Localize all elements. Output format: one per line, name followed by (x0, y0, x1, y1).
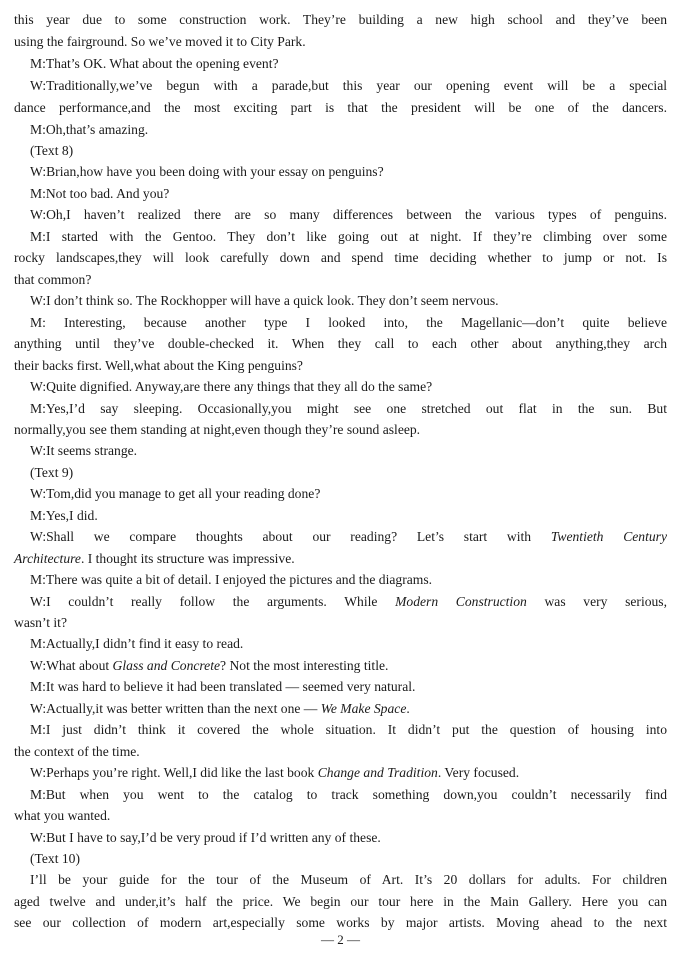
text-line: rocky landscapes,they will look carefully down and spend time deciding whether to jump or not. Is (14, 250, 667, 265)
book-title: Glass and Concrete (112, 658, 221, 673)
book-title: Twentieth Century (550, 529, 667, 544)
text-line: M:But when you went to the catalog to track something down,you couldn’t necessarily find (30, 787, 667, 802)
book-title: Architecture (14, 551, 81, 566)
text-line: M:That’s OK. What about the opening event? (30, 56, 279, 71)
text-line: W:I don’t think so. The Rockhopper will have a quick look. They don’t seem nervous. (30, 293, 499, 308)
text-line: that common? (14, 272, 92, 287)
text-line: W:I couldn’t really follow the arguments. While Modern Construction was very serious, (30, 594, 668, 609)
text-line: W:Oh,I haven’t realized there are so many differences between the various types of penguins. (30, 207, 667, 222)
page-number: — 2 — (321, 932, 360, 947)
text-line: W:Perhaps you’re right. Well,I did like the last book Change and Tradition. Very focused. (30, 765, 520, 780)
text-line: M:There was quite a bit of detail. I enjoyed the pictures and the diagrams. (30, 572, 433, 587)
text-line: aged twelve and under,it’s half the price. We begin our tour here in the Main Gallery. Here you can (14, 894, 667, 909)
text-line: W:What about Glass and Concrete? Not the most interesting title. (30, 658, 389, 673)
text-line: M:Oh,that’s amazing. (30, 122, 149, 137)
book-title: Modern Construction (395, 594, 527, 609)
text-line: M:Actually,I didn’t find it easy to read. (30, 636, 244, 651)
text-line: M: Interesting, because another type I looked into, the Magellanic—don’t quite believe (30, 315, 667, 330)
text-line: M:Not too bad. And you? (30, 186, 170, 201)
text-line: normally,you see them standing at night,even though they’re sound asleep. (14, 422, 421, 437)
text-line: W:It seems strange. (30, 443, 138, 458)
text-line: W:Tom,did you manage to get all your reading done? (30, 486, 321, 501)
text-line: what you wanted. (14, 808, 111, 823)
text-line: using the fairground. So we’ve moved it to City Park. (14, 34, 306, 49)
text-line: wasn’t it? (14, 615, 67, 630)
text-line: W:But I have to say,I’d be very proud if I’d written any of these. (30, 830, 381, 845)
text-line: W:Traditionally,we’ve begun with a parade,but this year our opening event will be a special (30, 78, 667, 93)
text-line: M:I started with the Gentoo. They don’t like going out at night. If they’re climbing over some (30, 229, 667, 244)
text-line: the context of the time. (14, 744, 140, 759)
text-line: W:Brian,how have you been doing with your essay on penguins? (30, 164, 384, 179)
text-line: W:Shall we compare thoughts about our reading? Let’s start with Twentieth Century (30, 529, 667, 544)
text-line: I’ll be your guide for the tour of the Museum of Art. It’s 20 dollars for adults. For children (30, 872, 667, 887)
section-heading: (Text 9) (30, 465, 74, 480)
section-heading: (Text 8) (30, 143, 74, 158)
book-title: We Make Space (320, 701, 407, 716)
book-title: Change and Tradition (317, 765, 438, 780)
text-line: anything until they’ve double-checked it. When they call to each other about anything,they arch (14, 336, 667, 351)
text-line: M:Yes,I did. (30, 508, 98, 523)
text-line: W:Quite dignified. Anyway,are there any things that they all do the same? (30, 379, 433, 394)
text-line: see our collection of modern art,especially some works by major artists. Moving ahead to the next (14, 915, 667, 930)
text-line: their backs first. Well,what about the King penguins? (14, 358, 303, 373)
text-line: Architecture. I thought its structure was impressive. (14, 551, 295, 566)
text-line: this year due to some construction work. They’re building a new high school and they’ve been (14, 12, 667, 27)
text-line: M:I just didn’t think it covered the whole situation. It didn’t put the question of housing into (30, 722, 667, 737)
text-line: W:Actually,it was better written than the next one — We Make Space. (30, 701, 410, 716)
text-line: M:Yes,I’d say sleeping. Occasionally,you might see one stretched out flat in the sun. But (30, 401, 667, 416)
text-line: dance performance,and the most exciting part is that the president will be one of the dancers. (14, 100, 667, 115)
section-heading: (Text 10) (30, 851, 81, 866)
text-line: M:It was hard to believe it had been translated — seemed very natural. (30, 679, 416, 694)
